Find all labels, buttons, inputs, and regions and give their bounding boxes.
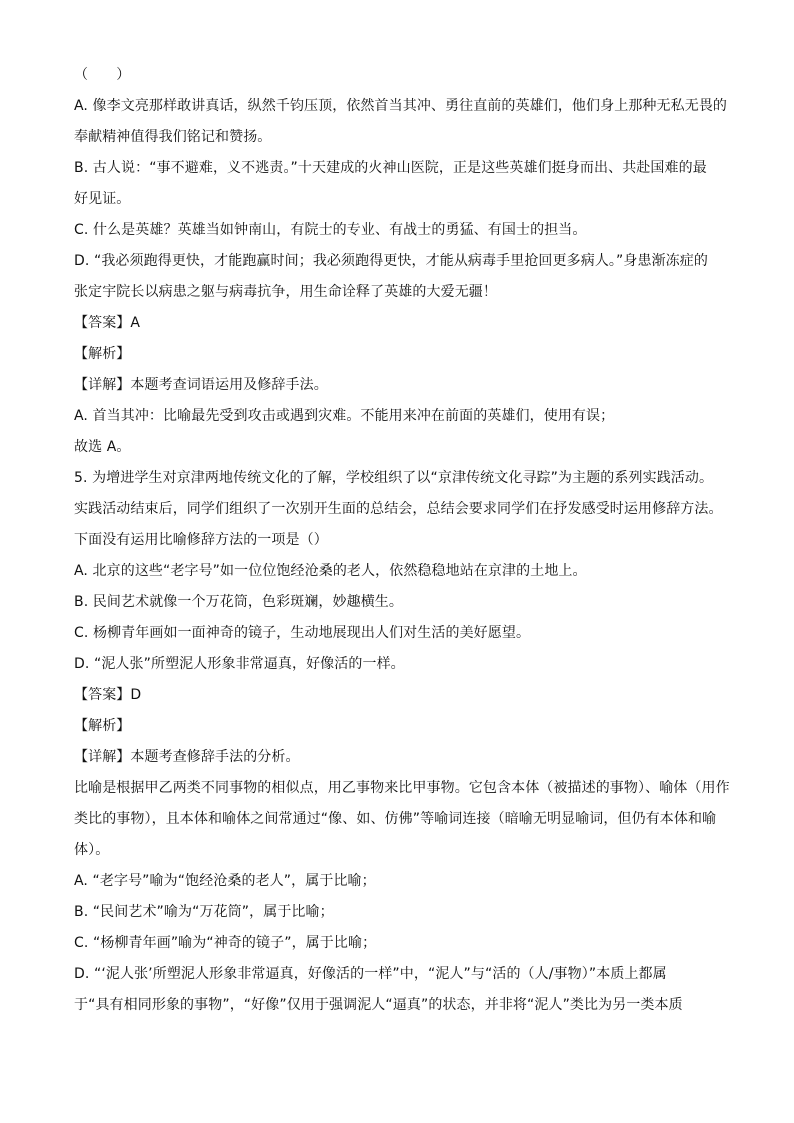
metaphor-definition-line-3: 体）。	[74, 842, 110, 858]
detail-4-conclusion: 故选 A。	[74, 439, 131, 455]
detail-label-5: 【详解】本题考查修辞手法的分析。	[74, 749, 300, 765]
option-a-line-2: 奉献精神值得我们铭记和赞扬。	[74, 129, 272, 145]
detail-label-4: 【详解】本题考查词语运用及修辞手法。	[74, 377, 328, 393]
answer-label-5: 【答案】D	[74, 687, 142, 703]
option-d-line-2: 张定宇院长以病患之躯与病毒抗争，用生命诠释了英雄的大爱无疆！	[74, 284, 497, 300]
analysis-label-5: 【解析】	[74, 718, 131, 734]
option-b-line-2: 好见证。	[74, 191, 131, 207]
option-d-line-1: D. “我必须跑得更快，才能跑赢时间；我必须跑得更快，才能从病毒手里抢回更多病人。”身患渐冻症的	[74, 253, 708, 269]
analysis-label-4: 【解析】	[74, 346, 131, 362]
detail-5-a: A. “老字号”喻为“饱经沧桑的老人”，属于比喻；	[74, 873, 376, 889]
question-5-line-2: 实践活动结束后，同学们组织了一次别开生面的总结会，总结会要求同学们在抒发感受时运用修辞方法。	[74, 501, 723, 517]
option-c-line: C. 什么是英雄？英雄当如钟南山，有院士的专业、有战士的勇猛、有国士的担当。	[74, 222, 587, 238]
metaphor-definition-line-2: 类比的事物），且本体和喻体之间常通过“像、如、仿佛”等喻词连接（暗喻无明显喻词，但仍有本体和喻	[74, 811, 717, 827]
metaphor-definition-line-1: 比喻是根据甲乙两类不同事物的相似点，用乙事物来比甲事物。它包含本体（被描述的事物）、喻体（用作	[74, 780, 730, 796]
detail-5-d-line-2: 于“具有相同形象的事物”，“好像”仅用于强调泥人“逼真”的状态，并非将“泥人”类比为另一类本质	[74, 997, 683, 1013]
detail-5-d-line-1: D. “‘泥人张’所塑泥人形象非常逼真，好像活的一样”中，“泥人”与“活的（人/事物）”本质上都属	[74, 966, 667, 982]
detail-5-c: C. “杨柳青年画”喻为“神奇的镜子”，属于比喻；	[74, 935, 377, 951]
answer-label-4: 【答案】A	[74, 315, 141, 331]
question-4-paren: （ ）	[74, 67, 131, 83]
q5-option-c: C. 杨柳青年画如一面神奇的镜子，生动地展现出人们对生活的美好愿望。	[74, 625, 531, 641]
question-5-line-3: 下面没有运用比喻修辞方法的一项是（）	[74, 532, 328, 548]
q5-option-a: A. 北京的这些“老字号”如一位位饱经沧桑的老人，依然稳稳地站在京津的土地上。	[74, 563, 587, 579]
detail-5-b: B. “民间艺术”喻为“万花筒”，属于比喻；	[74, 904, 334, 920]
option-b-line-1: B. 古人说：“事不避难，义不逃责。”十天建成的火神山医院，正是这些英雄们挺身而出、共赴国难的最	[74, 160, 707, 176]
option-a-line-1: A. 像李文亮那样敢讲真话，纵然千钧压顶，依然首当其冲、勇往直前的英雄们，他们身上那种无私无畏的	[74, 98, 728, 114]
document-body	[74, 64, 734, 1025]
question-5-line-1: 5. 为增进学生对京津两地传统文化的了解，学校组织了以“京津传统文化寻踪”为主题的系列实践活动。	[74, 470, 714, 486]
q5-option-d: D. “泥人张”所塑泥人形象非常逼真，好像活的一样。	[74, 656, 405, 672]
q5-option-b: B. 民间艺术就像一个万花筒，色彩斑斓，妙趣横生。	[74, 594, 404, 610]
detail-4-a: A. 首当其冲：比喻最先受到攻击或遇到灾难。不能用来冲在前面的英雄们，使用有误；	[74, 408, 615, 424]
